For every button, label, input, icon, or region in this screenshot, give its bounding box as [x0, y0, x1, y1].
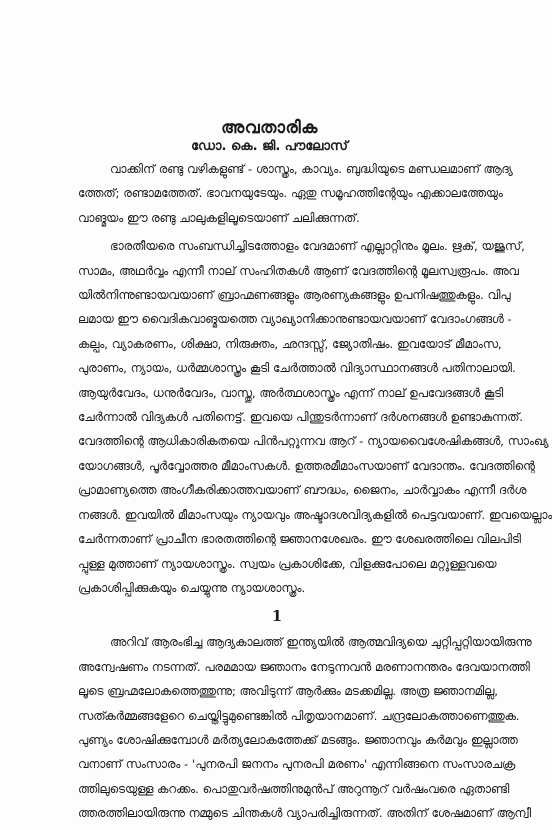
text-line: അന്വേഷണം നടന്നത്. പരമമായ ജ്ഞാനം നേടുന്നവൻ മരണാനന്തരം ദേവയാനത്തി	[78, 659, 530, 674]
paragraph	[78, 630, 532, 825]
text-line: ലമായ ഈ വൈദികവാങ്മയത്തെ വ്യാഖ്യാനിക്കാനുണ്ടായവയാണ് വേദാംഗങ്ങൾ -	[78, 312, 512, 327]
text-line: ആയുർവേദം, ധനുർവേദം, വാസ്തു, അർത്ഥശാസ്ത്രം എന്ന് നാല് ഉപവേദങ്ങൾ കൂടി	[78, 385, 504, 400]
text-line: ലൂടെ ബ്രഹ്മലോകത്തെത്തുന്നു; അവിടുന്ന് ആർക്കും മടക്കമില്ല. അത്ര ജ്ഞാനമില്ല,	[78, 684, 499, 699]
text-line: ചേർന്നാൽ വിദ്യകൾ പതിനെട്ട്. ഇവയെ പിന്തുടർന്നാണ് ദർശനങ്ങൾ ഉണ്ടാകുന്നത്.	[78, 410, 524, 425]
text-line: പ്രാമാണ്യത്തെ അംഗീകരിക്കാത്തവയാണ് ബൗദ്ധം, ജൈനം, ചാർവ്വാകം എന്നീ ദർശ	[78, 483, 527, 498]
section-number: 1	[271, 607, 283, 626]
text-line: വാക്കിന് രണ്ടു വഴികളുണ്ട് - ശാസ്ത്രം, കാവ്യം. ബുദ്ധിയുടെ മണ്ഡലമാണ് ആദ്യ	[110, 162, 513, 176]
paragraph	[78, 234, 552, 600]
text-line: ഭാരതീയരെ സംബന്ധിച്ചിടത്തോളം വേദമാണ് എല്ലാറ്റിനും മൂലം. ഋക്, യജുസ്,	[110, 239, 525, 254]
document-body	[78, 157, 552, 830]
text-line: അറിവ് ആരംഭിച്ച ആദ്യകാലത്ത് ഇന്ത്യയിൽ ആത്മവിദ്യയെ ചുറ്റിപ്പറ്റിയായിരുന്നു	[110, 635, 532, 650]
text-line: നങ്ങൾ. ഇവയിൽ മീമാംസയും ന്യായവും അഷ്ടാദശവിദ്യകളിൽ പെട്ടവയാണ്. ഇവയെല്ലാം	[78, 507, 552, 522]
text-line: യോഗങ്ങൾ, പൂർവ്വോത്തര മീമാംസകൾ. ഉത്തരമീമാംസയാണ് വേദാന്തം. വേദത്തിന്റെ	[78, 458, 535, 473]
author-name: ഡോ. കെ. ജി. പൗലോസ്	[191, 139, 348, 154]
text-line: വാങ്മയം ഈ രണ്ടു ചാലുകളിലൂടെയാണ് ചലിക്കുന്നത്.	[78, 210, 360, 225]
text-line: ത്തേത്; രണ്ടാമത്തേത്. ഭാവനയുടേയും. ഏതു സമൂഹത്തിന്റേയും എക്കാലത്തേയും	[78, 186, 503, 201]
text-line: കല്പം, വ്യാകരണം, ശിക്ഷാ, നിരുക്തം, ഛന്ദസ്സ്, ജ്യോതിഷം. ഇവയോട് മീമാംസ,	[78, 336, 502, 351]
text-line: ത്തരത്തിലായിരുന്നു നമ്മുടെ ചിന്തകൾ വ്യാപരിച്ചിരുന്നത്. അതിന് ശേഷമാണ് ആന്വീ	[78, 806, 532, 821]
text-line: ചേർന്നതാണ് പ്രാചീന ഭാരതത്തിന്റെ ജ്ഞാനശേഖരം. ഈ ശേഖരത്തിലെ വിലപിടി	[78, 532, 521, 547]
text-line: സത്കർമ്മങ്ങളേറെ ചെയ്തിട്ടുമുണ്ടെങ്കിൽ പിതൃയാനമാണ്. ചന്ദ്രലോകത്താണെത്തുക.	[78, 708, 520, 723]
text-line: സാമം, അഥർവ്വം എന്നീ നാല് സംഹിതകൾ ആണ് വേദത്തിന്റെ മൂലസ്വരൂപം. അവ	[78, 263, 519, 278]
text-line: ത്തിലുടെയുള്ള കറക്കം. പൊതുവർഷത്തിനുമുൻപ് അറുന്നൂറ് വർഷംവരെ ഏതാണ്ടി	[78, 781, 510, 796]
text-line: പുണ്യം ശോഷിക്കുമ്പോൾ മർത്യലോകത്തേക്ക് മടങ്ങും. ജ്ഞാനവും കർമവും ഇല്ലാത്ത	[78, 732, 518, 747]
page-title: അവതാരിക	[221, 118, 318, 138]
text-line: യിൽനിന്നുണ്ടായവയാണ് ബ്രാഹ്മണങ്ങളും ആരണ്യകങ്ങളും ഉപനിഷത്തുകളും. വിപു	[78, 288, 511, 303]
text-line: പ്പുള്ള മുത്താണ് ന്യായശാസ്ത്രം. സ്വയം പ്രകാശിക്കേ, വിളക്കുപോലെ മറ്റുള്ളവയെ	[78, 556, 497, 571]
text-line: പ്രകാശിപ്പിക്കുകയും ചെയ്യുന്നു ന്യായശാസ്ത്രം.	[78, 580, 306, 595]
text-line: പുരാണം, ന്യായം, ധർമ്മശാസ്ത്രം കൂടി ചേർത്താൽ വിദ്യാസ്ഥാനങ്ങൾ പതിനാലായി.	[78, 361, 516, 376]
paragraph	[78, 157, 513, 230]
text-line: വേദത്തിന്റെ ആധികാരികതയെ പിൻപറ്റുന്നവ ആറ് - ന്യായവൈശേഷികങ്ങൾ, സാംഖ്യ	[78, 434, 549, 449]
text-line: വനാണ് സംസാരം - 'പുനരപി ജനനം പുനരപി മരണം' എന്നിങ്ങനെ സംസാരചക്ര	[78, 757, 516, 772]
